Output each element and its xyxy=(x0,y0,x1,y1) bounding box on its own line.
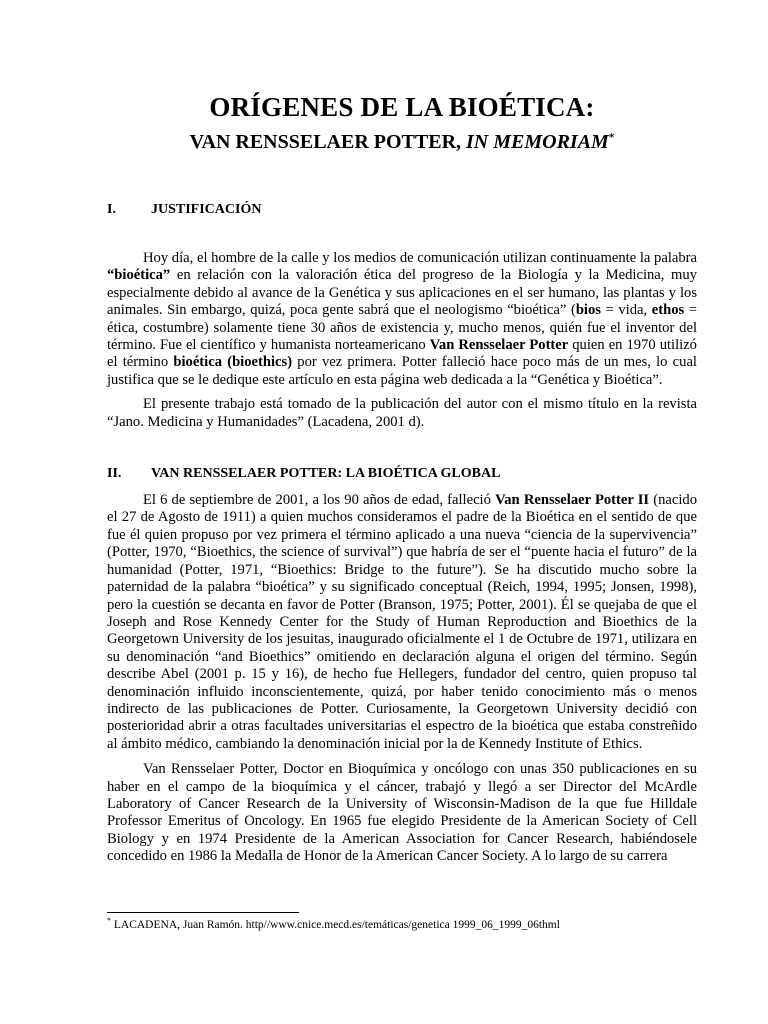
section-number: I. xyxy=(107,202,116,217)
page-subtitle xyxy=(107,129,697,155)
bold-term: Van Rensselaer Potter xyxy=(429,337,569,354)
page-title: ORÍGENES DE LA BIOÉTICA: xyxy=(209,92,595,122)
section-title: VAN RENSSELAER POTTER: LA BIOÉTICA GLOBAL xyxy=(151,466,501,482)
bold-term: bioética (bioethics) xyxy=(173,354,293,371)
section-heading-justificacion xyxy=(107,201,697,219)
text-run: quien en 1970 utilizó el término xyxy=(107,337,697,371)
text-run: por vez primera. Potter falleció hace poco más de un mes, lo cual justifica que se le dedique este artículo en esta página web dedicada a la “Genética y Bioética”. xyxy=(107,354,697,388)
paragraph xyxy=(107,492,697,753)
footnote-divider xyxy=(107,912,299,913)
footnote xyxy=(107,918,697,932)
text-run: (nacido el 27 de Agosto de 1911) a quien muchos consideramos el padre de la Bioética en el sentido de que fue él quien propuso por vez primera el término aplicado a una nueva “ciencia de la supervivencia” (Potter, 1970, “Bioethics, the science of survival”) que habría de ser el “puente hacia el futuro” de la humanidad (Potter, 1971, “Bioethics: Bridge to the future”). Se ha discutido mucho sobre la paternidad de la palabra “bioética” y su significado conceptual (Reich, 1994, 1995; Jonsen, 1998), pero la cuestión se decanta en favor de Potter (Branson, 1975; Potter, 2001). Él se quejaba de que el Joseph and Rose Kennedy Center for the Study of Human Reproduction and Bioethics de la Georgetown University de los jesuitas, inaugurado oficialmente el 1 de Octubre de 1971, utilizara en su denominación “and Bioethics” omitiendo en declaración alguna el origen del término. Según describe Abel (2001 p. 15 y 16), de hecho fue Hellegers, fundador del centro, quien propuso tal denominación influido inconscientemente, quizá, por haber tenido conocimiento más o menos indirecto de las publicaciones de Potter. Curiosamente, la Georgetown University decidió con posterioridad abrir a otras facultades universitarias el espectro de la bioética que estaba constreñido al ámbito médico, cambiando la denominación inicial por la de Kennedy Institute of Ethics. xyxy=(107,492,697,752)
bold-term: ethos xyxy=(651,302,685,319)
text-run: El 6 de septiembre de 2001, a los 90 años de edad, falleció xyxy=(143,492,496,509)
text-run: Hoy día, el hombre de la calle y los medios de comunicación utilizan continuamente la palabra xyxy=(143,250,697,266)
bold-term: Van Rensselaer Potter II xyxy=(495,492,650,509)
text-run: en relación con la valoración ética del progreso de la Biología y la Medicina, muy especialmente debido al avance de la Genética y sus aplicaciones en el ser humano, las plantas y los animales. Sin embargo, quizá, poca gente sabrá que el neologismo “bioética” ( xyxy=(107,267,697,319)
section-heading-bioetica-global xyxy=(107,465,697,483)
paragraph: Van Rensselaer Potter, Doctor en Bioquímica y oncólogo con unas 350 publicaciones en su haber en el campo de la bioquímica y el cáncer, trabajó y llegó a ser Director del McArdle Laboratory of Cancer Research de la University of Wisconsin-Madison de la que fue Hilldale Professor Emeritus of Oncology. En 1965 fue elegido Presidente de la American Society of Cell Biology y en 1974 Presidente de la American Association for Cancer Research, habiéndosele concedido en 1986 la Medalla de Honor de la American Cancer Society. A lo largo de su carrera xyxy=(107,761,697,865)
bold-term: “bioética” xyxy=(107,267,171,284)
text-run: = ética, costumbre) solamente tiene 30 años de existencia y, mucho menos, quién fue el inventor del término. Fue el científico y humanista norteamericano xyxy=(107,302,698,354)
subtitle-italic: IN MEMORIAM xyxy=(466,131,609,153)
paragraph: El presente trabajo está tomado de la publicación del autor con el mismo título en la revista “Jano. Medicina y Humanidades” (Lacadena, 2001 d). xyxy=(107,396,697,430)
section-number: II. xyxy=(107,466,122,482)
text-run: = vida, xyxy=(600,302,652,319)
subtitle-text: VAN RENSSELAER POTTER, xyxy=(189,131,467,153)
document-body xyxy=(107,90,697,866)
paragraph xyxy=(107,250,697,389)
bold-term: bios xyxy=(575,302,601,319)
footnote-mark: * xyxy=(107,916,111,926)
footnote-marker: * xyxy=(608,131,615,144)
footnote-text: LACADENA, Juan Ramón. http//www.cnice.mecd.es/temáticas/genetica 1999_06_1999_06thml xyxy=(111,919,560,931)
section-title: JUSTIFICACIÓN xyxy=(151,202,262,217)
